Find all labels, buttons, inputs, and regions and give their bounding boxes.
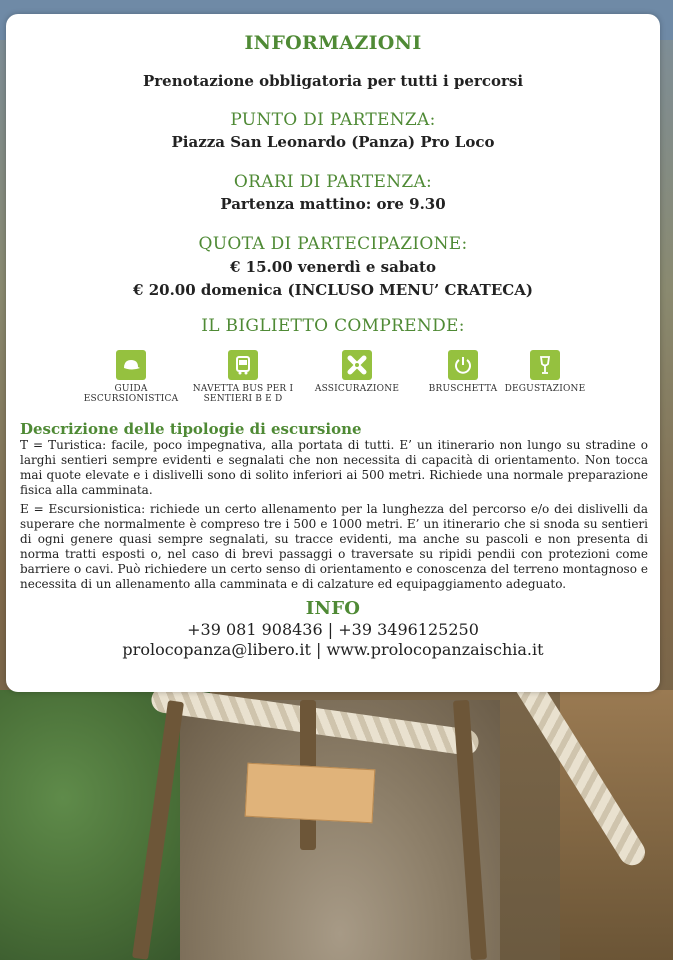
ticket-heading: IL BIGLIETTO COMPRENDE: bbox=[201, 316, 465, 336]
power-icon bbox=[448, 350, 478, 380]
ticket-item-label: DEGUSTAZIONE bbox=[504, 384, 586, 394]
description-turistica: T = Turistica: facile, poco impegnativa, alla portata di tutti. E’ un itinerario non lungo su stradine o larghi sentieri sempre evidenti e segnalati che non necessita di capacità di orientamento. Non tocca mai quote elevate e i dislivelli sono di solito inferiori ai 500 metri. Richiede una normale preparazione fisica alla camminata. bbox=[20, 438, 648, 497]
ticket-item-bus bbox=[188, 350, 298, 404]
bus-icon bbox=[228, 350, 258, 380]
ticket-item-label: NAVETTA BUS PER I SENTIERI B E D bbox=[192, 384, 294, 404]
booking-note: Prenotazione obbligatoria per tutti i percorsi bbox=[142, 72, 524, 90]
departure-point-heading: PUNTO DI PARTENZA: bbox=[230, 110, 436, 130]
departure-times-value: Partenza mattino: ore 9.30 bbox=[220, 195, 446, 213]
ticket-item-guide bbox=[76, 350, 186, 404]
wine-glass-icon bbox=[530, 350, 560, 380]
departure-point-value: Piazza San Leonardo (Panza) Pro Loco bbox=[171, 133, 495, 151]
cross-icon bbox=[342, 350, 372, 380]
ticket-includes-list bbox=[76, 350, 616, 410]
info-contacts: prolocopanza@libero.it | www.prolocopanzaischia.it bbox=[122, 640, 544, 659]
cap-icon bbox=[116, 350, 146, 380]
wooden-sign bbox=[245, 763, 376, 824]
ticket-item-insurance bbox=[302, 350, 412, 394]
ticket-item-label: BRUSCHETTA bbox=[428, 384, 498, 394]
info-panel bbox=[6, 14, 660, 692]
fee-line-1: € 15.00 venerdì e sabato bbox=[230, 258, 436, 276]
ticket-item-label: GUIDA ESCURSIONISTICA bbox=[83, 384, 179, 404]
fee-line-2: € 20.00 domenica (INCLUSO MENU’ CRATECA) bbox=[133, 281, 533, 299]
info-heading: INFO bbox=[305, 598, 361, 619]
ticket-item-tasting bbox=[490, 350, 600, 394]
description-escursionistica: E = Escursionistica: richiede un certo allenamento per la lunghezza del percorso e/o dei dislivelli da superare che normalmente è compreso tre i 500 e 1000 metri. E’ un itinerario che si snoda su sentieri di ogni genere quasi sempre segnalati, su tracce evidenti, ma anche su pascoli e non presenta di norma tratti esposti o, nel caso di brevi passaggi o traversate su ripidi pendii con protezioni come barriere o cavi. Può richiedere un certo senso di orientamento e conoscenza del terreno montagnoso e necessita di un allenamento alla camminata e di calzature ed equipaggiamento adeguato. bbox=[20, 502, 648, 591]
page-title: INFORMAZIONI bbox=[244, 32, 422, 54]
description-heading: Descrizione delle tipologie di escursione bbox=[20, 420, 362, 438]
info-phones: +39 081 908436 | +39 3496125250 bbox=[187, 620, 479, 639]
departure-times-heading: ORARI DI PARTENZA: bbox=[233, 172, 433, 192]
ticket-item-label: ASSICURAZIONE bbox=[314, 384, 400, 394]
fee-heading: QUOTA DI PARTECIPAZIONE: bbox=[198, 234, 468, 254]
